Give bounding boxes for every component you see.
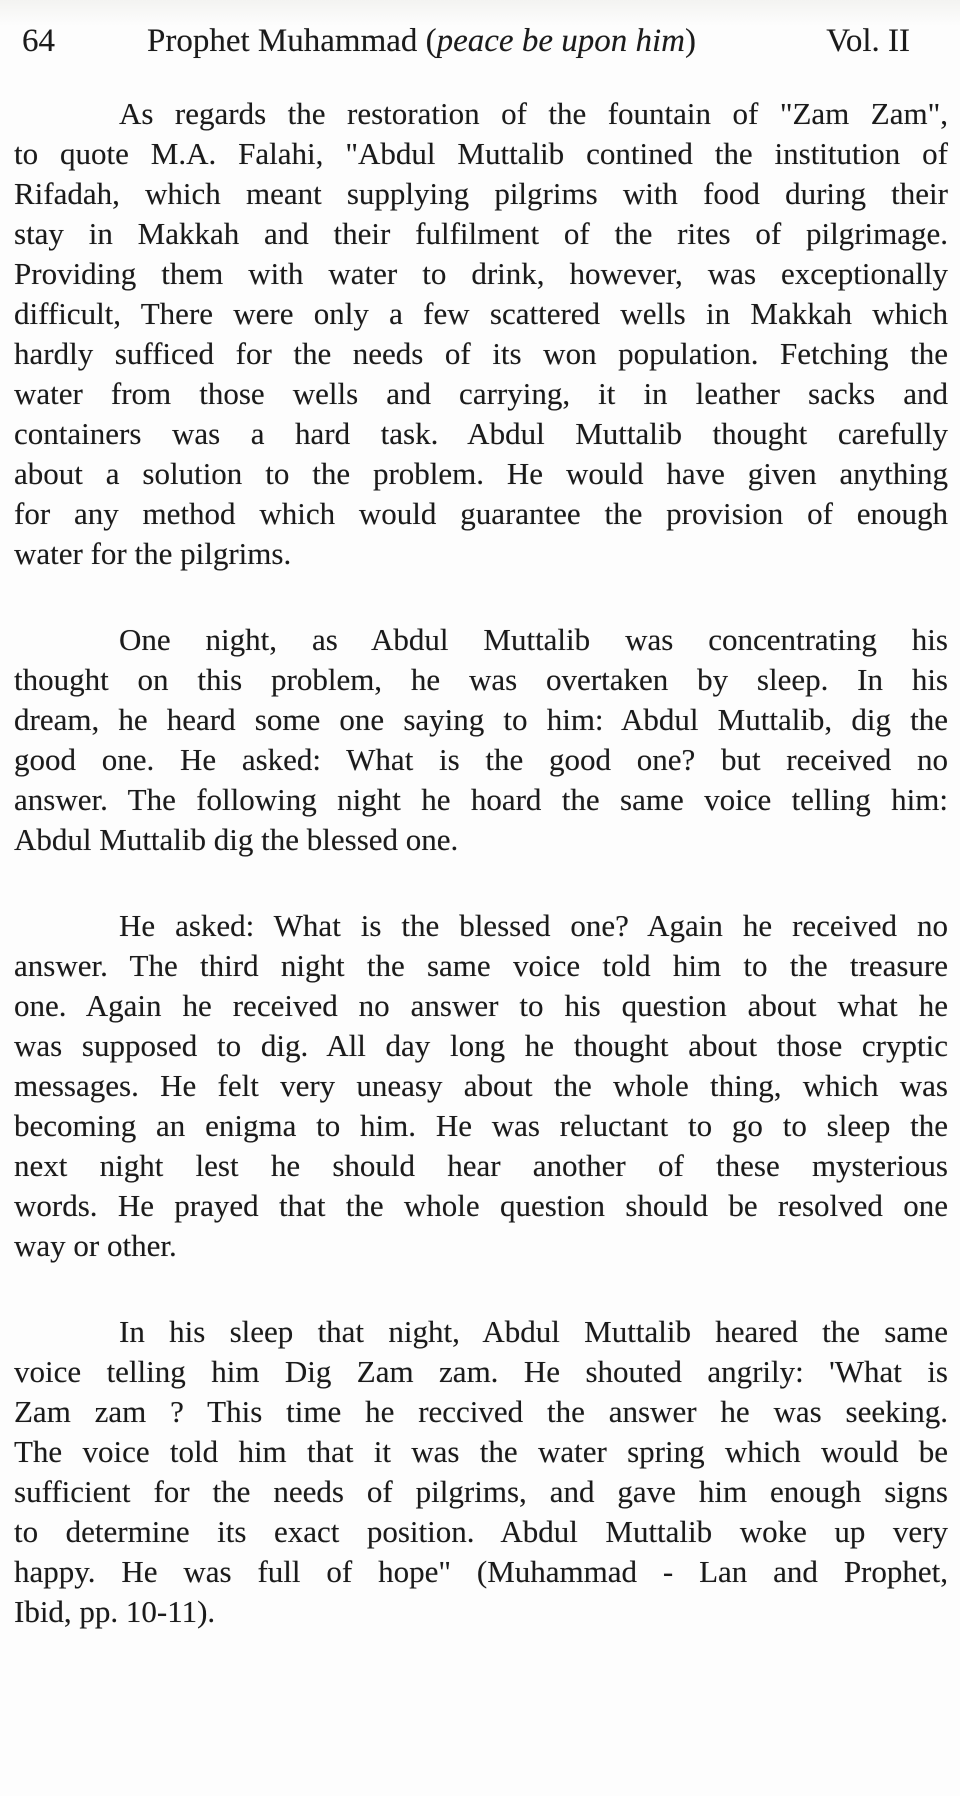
text-line: was supposed to dig. All day long he thought about those cryptic [14, 1028, 948, 1063]
text-line: next night lest he should hear another of these mysterious [14, 1148, 948, 1183]
text-line: answer. The third night the same voice told him to the treasure [14, 948, 948, 983]
text-line: containers was a hard task. Abdul Muttalib thought carefully [14, 416, 948, 451]
text-line: to determine its exact position. Abdul Muttalib woke up very [14, 1514, 948, 1549]
text-line: voice telling him Dig Zam zam. He shouted angrily: 'What is [14, 1354, 948, 1389]
text-line: about a solution to the problem. He would have given anything [14, 456, 948, 491]
text-line: Providing them with water to drink, however, was exceptionally [14, 256, 948, 291]
text-line: difficult, There were only a few scattered wells in Makkah which [14, 296, 948, 331]
text-line: One night, as Abdul Muttalib was concentrating his [119, 622, 948, 657]
text-line: Zam zam ? This time he reccived the answer he was seeking. [14, 1394, 948, 1429]
paragraph [14, 94, 948, 574]
text-line: As regards the restoration of the fountain of "Zam Zam", [119, 96, 948, 131]
text-line: hardly sufficed for the needs of its won population. Fetching the [14, 336, 948, 371]
text-line: answer. The following night he hoard the same voice telling him: [14, 782, 948, 817]
text-line: The voice told him that it was the water spring which would be [14, 1434, 948, 1469]
text-line: to quote M.A. Falahi, "Abdul Muttalib contined the institution of [14, 136, 948, 171]
text-line: stay in Makkah and their fulfilment of the rites of pilgrimage. [14, 216, 948, 251]
book-title [147, 18, 696, 64]
text-line: Rifadah, which meant supplying pilgrims with food during their [14, 176, 948, 211]
paragraphs [14, 94, 948, 1632]
text-line: In his sleep that night, Abdul Muttalib heared the same [119, 1314, 948, 1349]
text-line: Abdul Muttalib dig the blessed one. [14, 822, 459, 857]
text-line: way or other. [14, 1228, 177, 1263]
book-title-prefix: Prophet Muhammad ( [147, 23, 437, 59]
text-line: becoming an enigma to him. He was reluctant to go to sleep the [14, 1108, 948, 1143]
text-line: thought on this problem, he was overtaken by sleep. In his [14, 662, 948, 697]
paragraph [14, 1312, 948, 1632]
paragraph [14, 906, 948, 1266]
text-line: dream, he heard some one saying to him: Abdul Muttalib, dig the [14, 702, 948, 737]
paragraph [14, 620, 948, 860]
text-line: one. Again he received no answer to his question about what he [14, 988, 948, 1023]
text-line: water from those wells and carrying, it in leather sacks and [14, 376, 948, 411]
text-line: Ibid, pp. 10-11). [14, 1594, 216, 1629]
running-head [0, 18, 960, 64]
volume-label: Vol. II [826, 23, 910, 59]
page-number: 64 [22, 23, 55, 59]
text-line: sufficient for the needs of pilgrims, and gave him enough signs [14, 1474, 948, 1509]
text-line: He asked: What is the blessed one? Again he received no [119, 908, 948, 943]
text-line: good one. He asked: What is the good one? but received no [14, 742, 948, 777]
text-line: words. He prayed that the whole question should be resolved one [14, 1188, 948, 1223]
text-line: for any method which would guarantee the provision of enough [14, 496, 948, 531]
book-title-suffix: ) [684, 23, 696, 59]
text-line: water for the pilgrims. [14, 536, 292, 571]
text-line: happy. He was full of hope" (Muhammad - Lan and Prophet, [14, 1554, 948, 1589]
text-line: messages. He felt very uneasy about the whole thing, which was [14, 1068, 948, 1103]
book-title-italic: peace be upon him [436, 23, 685, 59]
